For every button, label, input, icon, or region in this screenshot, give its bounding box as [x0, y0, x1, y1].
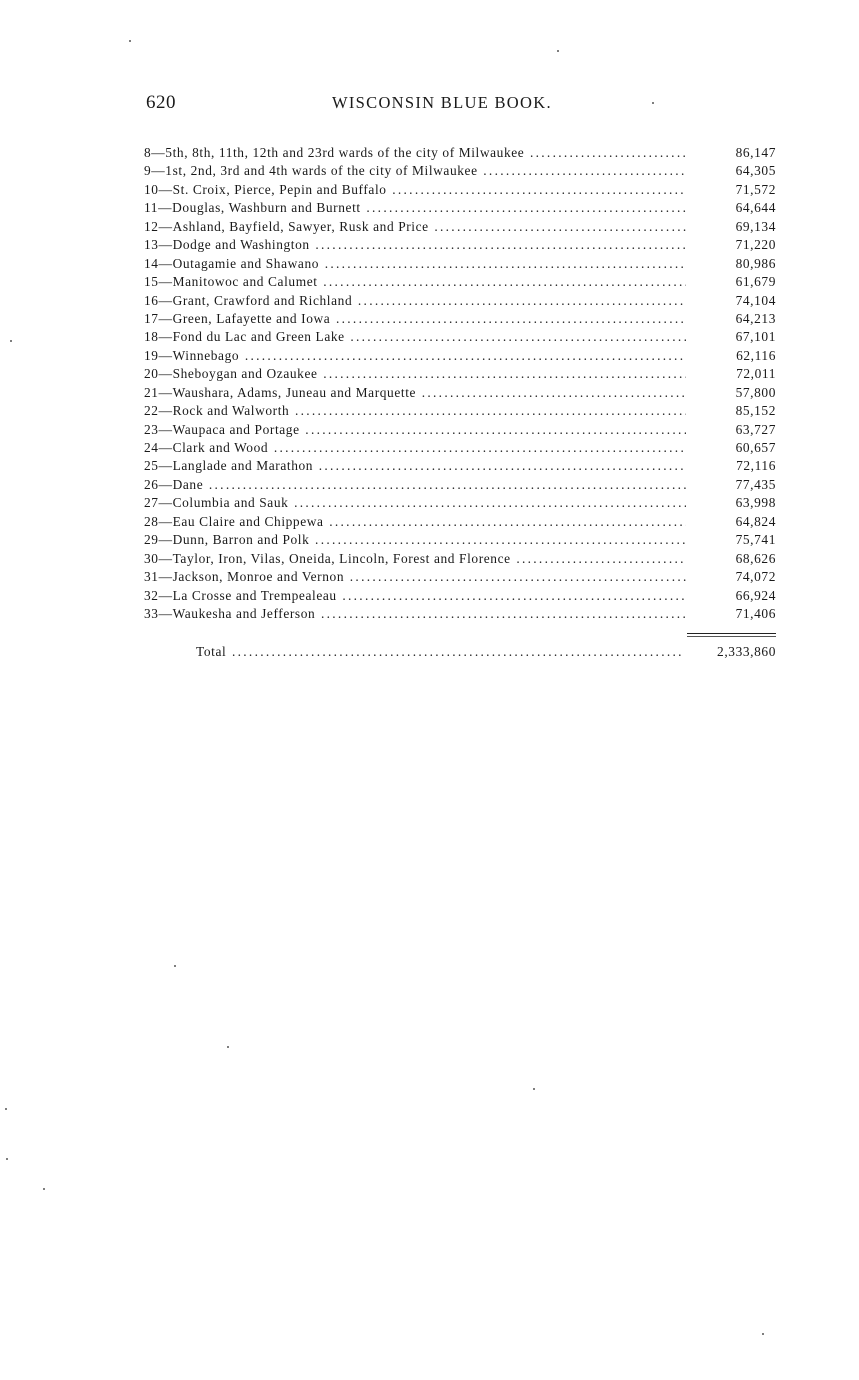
district-population: 60,657 — [735, 440, 776, 455]
district-label: 11—Douglas, Washburn and Burnett ..... — [144, 199, 686, 217]
table-row — [144, 273, 776, 291]
district-label: 13—Dodge and Washington ..... — [144, 236, 686, 254]
district-population: 64,824 — [735, 513, 776, 529]
district-population: 68,626 — [735, 550, 776, 566]
table-row — [144, 605, 776, 623]
table-row — [144, 476, 776, 494]
district-population-table — [144, 144, 776, 623]
district-label: 24—Clark and Wood ..... — [144, 439, 686, 457]
total-row — [196, 642, 776, 661]
scan-speck — [227, 1046, 229, 1048]
table-row — [144, 494, 776, 512]
table-row — [144, 255, 776, 273]
table-row — [144, 144, 776, 162]
district-population: 77,435 — [735, 476, 776, 492]
district-label: 22—Rock and Walworth ..... — [144, 402, 686, 420]
district-population: 57,800 — [735, 384, 776, 400]
district-label: 10—St. Croix, Pierce, Pepin and Buffalo ..... — [144, 181, 686, 199]
table-row — [144, 162, 776, 180]
district-label: 19—Winnebago ..... — [144, 347, 686, 365]
table-row — [144, 236, 776, 254]
district-population: 64,213 — [735, 310, 776, 326]
total-population: 2,333,860 — [717, 644, 776, 659]
district-population: 69,134 — [735, 218, 776, 234]
table-row — [144, 181, 776, 199]
scan-speck — [652, 102, 654, 104]
table-row — [144, 310, 776, 328]
scan-speck — [6, 1158, 8, 1160]
district-population: 71,220 — [735, 237, 776, 253]
district-label: 17—Green, Lafayette and Iowa ..... — [144, 310, 686, 328]
scan-speck — [533, 1088, 535, 1090]
scan-speck — [557, 50, 559, 52]
district-population: 74,072 — [735, 569, 776, 585]
district-label: 16—Grant, Crawford and Richland ..... — [144, 292, 686, 310]
scan-speck — [5, 1108, 7, 1110]
district-population: 80,986 — [735, 255, 776, 271]
district-label: 12—Ashland, Bayfield, Sawyer, Rusk and Price ..... — [144, 218, 686, 236]
district-population: 67,101 — [735, 329, 776, 345]
table-row — [144, 199, 776, 217]
district-label: 23—Waupaca and Portage ..... — [144, 421, 686, 439]
district-label: 26—Dane ..... — [144, 476, 686, 494]
district-label: 32—La Crosse and Trempealeau ..... — [144, 587, 686, 605]
scan-speck — [43, 1188, 45, 1190]
district-label: 25—Langlade and Marathon ..... — [144, 457, 686, 475]
table-row — [144, 531, 776, 549]
district-label: 27—Columbia and Sauk ..... — [144, 494, 686, 512]
district-population: 64,305 — [735, 163, 776, 179]
page-number: 620 — [146, 92, 176, 113]
table-row — [144, 292, 776, 310]
district-population: 86,147 — [735, 145, 776, 160]
scan-speck — [762, 1333, 764, 1335]
district-population: 72,011 — [736, 366, 776, 382]
district-label: 31—Jackson, Monroe and Vernon ..... — [144, 568, 686, 586]
district-label: 30—Taylor, Iron, Vilas, Oneida, Lincoln, Forest and Florence ..... — [144, 550, 686, 568]
district-population: 63,998 — [735, 495, 776, 511]
district-label: 9—1st, 2nd, 3rd and 4th wards of the city of Milwaukee ..... — [144, 162, 686, 180]
table-row — [144, 439, 776, 457]
district-label: 18—Fond du Lac and Green Lake ..... — [144, 328, 686, 346]
table-row — [144, 384, 776, 402]
total-rule — [687, 633, 776, 634]
total-label: Total ..... — [196, 642, 684, 661]
table-row — [144, 550, 776, 568]
district-population: 62,116 — [736, 347, 776, 363]
district-population: 64,644 — [735, 200, 776, 216]
table-row — [144, 365, 776, 383]
district-population: 85,152 — [735, 403, 776, 419]
district-label: 20—Sheboygan and Ozaukee ..... — [144, 365, 686, 383]
table-row — [144, 402, 776, 420]
table-row — [144, 457, 776, 475]
district-population: 66,924 — [735, 587, 776, 603]
table-row — [144, 421, 776, 439]
district-label: 28—Eau Claire and Chippewa ..... — [144, 513, 686, 531]
scan-speck — [10, 340, 12, 342]
district-population: 75,741 — [735, 532, 776, 548]
table-row — [144, 587, 776, 605]
page-header — [146, 92, 776, 118]
table-row — [144, 513, 776, 531]
scan-speck — [129, 40, 131, 42]
district-population: 74,104 — [735, 292, 776, 308]
district-label: 29—Dunn, Barron and Polk ..... — [144, 531, 686, 549]
district-population: 72,116 — [736, 458, 776, 474]
total-rule — [687, 636, 776, 637]
table-row — [144, 328, 776, 346]
district-label: 8—5th, 8th, 11th, 12th and 23rd wards of the city of Milwaukee ..... — [144, 144, 686, 162]
district-population: 63,727 — [735, 421, 776, 437]
table-row — [144, 568, 776, 586]
district-population: 71,572 — [735, 181, 776, 197]
district-population: 71,406 — [735, 605, 776, 621]
running-head: WISCONSIN BLUE BOOK. — [332, 93, 552, 112]
scan-speck — [174, 965, 176, 967]
table-row — [144, 218, 776, 236]
district-label: 33—Waukesha and Jefferson ..... — [144, 605, 686, 623]
table-row — [144, 347, 776, 365]
district-label: 15—Manitowoc and Calumet ..... — [144, 273, 686, 291]
district-label: 21—Waushara, Adams, Juneau and Marquette ..... — [144, 384, 686, 402]
district-label: 14—Outagamie and Shawano ..... — [144, 255, 686, 273]
district-population: 61,679 — [735, 274, 776, 290]
